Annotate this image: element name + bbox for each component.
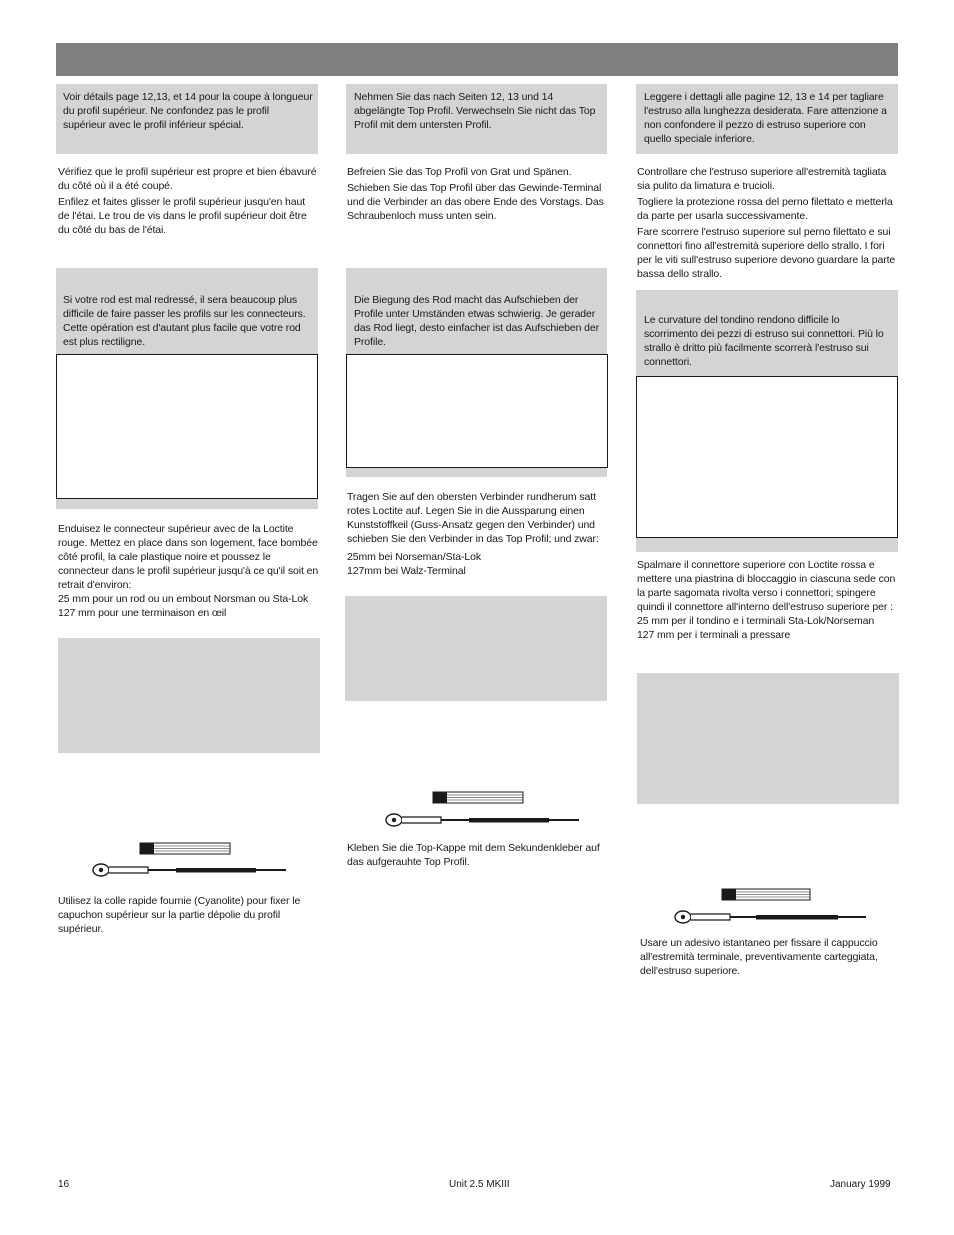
it-cap-text: Usare un adesivo istantaneo per fissare il cappuccio all'estremità terminale, preventivamente carteggiata, dell'estruso superiore. [640,937,878,977]
de-intro-text: Nehmen Sie das nach Seiten 12, 13 und 14 abgelängte Top Profil. Verwechseln Sie nicht das Top Profil mit dem untersten Profil. [354,91,596,131]
de-cap-text: Kleben Sie die Top-Kappe mit dem Sekundenkleber auf das aufgerauhte Top Profil. [347,842,600,868]
it-step-1: Controllare che l'estruso superiore all'estremità tagliata sia pulito da limatura e trucioli. [637,166,887,192]
it-loctite-text: Spalmare il connettore superiore con Loctite rossa e mettere una piastrina di bloccaggio in ciascuna sede con la parte sagomata rivolta verso i connettori; spingere quindi il connettore all'interno dell'estruso superiore per : 25 mm per il tondino e i terminali Sta-Lok/Norseman 127 mm per i terminali a pressare [637,559,896,641]
de-illustration-frame [346,354,608,468]
fr-step-1: Vérifiez que le profil supérieur est propre et bien ébavuré du côté où il a été coupé. [58,166,317,192]
fr-rod-cap-illustration [90,840,290,880]
page-number: 16 [58,1179,70,1190]
it-step-2: Togliere la protezione rossa del perno filettato e metterla da parte per usarla successivamente. [637,196,893,222]
fr-illustration-frame [56,354,318,499]
it-photo-placeholder [637,673,899,804]
fr-step-2: Enfilez et faites glisser le profil supérieur jusqu'en haut de l'étai. Le trou de vis dans le profil supérieur doit être du côté du bas de l'étai. [58,196,307,236]
it-steps [637,165,899,281]
it-step-3: Fare scorrere l'estruso superiore sul perno filettato e sui connettori fino all'estremità superiore dello strallo. I fori per le viti sull'estruso superiore devono guardare la parte bassa dello strallo. [637,226,896,280]
it-rod-cap-illustration [672,886,872,926]
de-note-text: Die Biegung des Rod macht das Aufschieben der Profile unter Umständen etwas schwierig. Je gerader das Rod liegt, desto einfacher ist das Aufschieben der Profile. [354,294,600,348]
de-rod-cap-illustration [383,789,583,829]
footer-date: January 1999 [830,1179,891,1190]
de-loctite-values: 25mm bei Norseman/Sta-Lok 127mm bei Walz-Terminal [347,551,482,577]
it-intro-text: Leggere i dettagli alle pagine 12, 13 e 14 per tagliare l'estruso alla lunghezza desiderata. Fare attenzione a non confondere il pezzo di estruso superiore con quello speciale inferiore. [644,91,887,145]
fr-photo-placeholder [58,638,320,753]
de-loctite-text: Tragen Sie auf den obersten Verbinder rundherum satt rotes Loctite auf. Legen Sie in die Aussparung einen Kunststoffkeil (Guss-Ansatz gegen den Verbinder) und schieben Sie den Verbinder in das Top Profil; und zwar: [347,491,599,545]
it-illustration-frame [636,376,898,538]
fr-cap-text: Utilisez la colle rapide fournie (Cyanolite) pour fixer le capuchon supérieur sur la partie dépolie du profil supérieur. [58,895,301,935]
it-note-text: Le curvature del tondino rendono difficile lo scorrimento dei pezzi di estruso sui connettori. Più lo strallo è dritto più facilmente scorrerà l'estruso sui connettori. [644,314,884,368]
de-photo-placeholder [345,596,607,701]
fr-loctite-text: Enduisez le connecteur supérieur avec de la Loctite rouge. Mettez en place dans son logement, face bombée côté profil, la cale plastique noire et poussez le connecteur dans le profil supérieur jusqu'à ce qu'il soit en retrait d'environ: 25 mm pour un rod ou un embout Norsman ou Sta-Lok 127 mm pour une terminaison en œil [58,523,319,619]
fr-intro-text: Voir détails page 12,13, et 14 pour la coupe à longueur du profil supérieur. Ne confondez pas le profil supérieur avec le profil inférieur spécial. [63,91,313,131]
fr-steps [58,165,318,237]
footer-unit: Unit 2.5 MKIII [449,1179,510,1190]
fr-note-text: Si votre rod est mal redressé, il sera beaucoup plus difficile de faire passer les profils sur les connecteurs. Cette opération est d'autant plus facile que votre rod est plus rectiligne. [63,294,306,348]
de-step-2: Schieben Sie das Top Profil über das Gewinde-Terminal und die Verbinder an das obere Ende des Vorstags. Das Schraubenloch muss unten sein. [347,182,604,222]
de-step-1: Befreien Sie das Top Profil von Grat und Spänen. [347,166,572,178]
de-steps [347,165,609,223]
header-bar [56,43,898,76]
